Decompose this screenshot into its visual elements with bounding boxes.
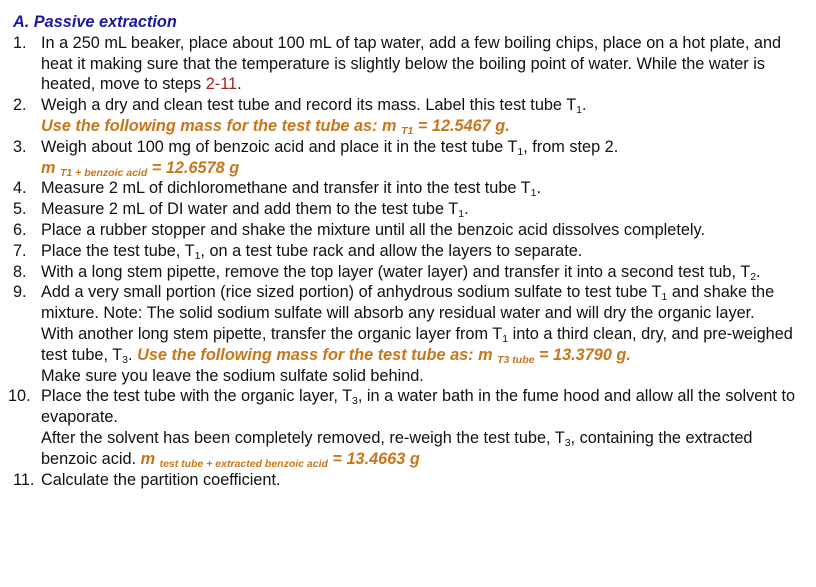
step-2: [13, 95, 813, 137]
step-number: 8.: [13, 262, 27, 281]
step-paragraph: [41, 428, 813, 470]
given-mass-note: [137, 346, 631, 364]
subscript: 1: [458, 208, 465, 221]
step-5: [13, 199, 813, 220]
note-value: = 13.4663 g: [327, 449, 420, 468]
step-text: .: [237, 75, 242, 94]
step-number: 10.: [8, 387, 31, 406]
step-number: 7.: [13, 241, 27, 260]
subscript: 3: [122, 353, 128, 366]
step-number: 3.: [13, 137, 27, 156]
step-reference: 2-11: [205, 75, 238, 94]
note-subscript: test tube + extracted benzoic acid: [159, 457, 328, 470]
subscript: 1: [576, 104, 583, 117]
note-subscript: T3 tube: [497, 353, 535, 366]
step-text: and shake the mixture. Note: The solid sodium sulfate will absorb any residual water and will dry the organic layer.: [41, 283, 775, 323]
step-number: 6.: [13, 220, 27, 239]
subscript: 1: [530, 187, 537, 200]
step-8: [13, 262, 813, 283]
step-9: [13, 282, 813, 386]
step-text: Weigh a dry and clean test tube and record its mass. Label this test tube T: [41, 96, 577, 115]
step-text: Place the test tube with the organic layer, T: [41, 387, 353, 406]
step-text: In a 250 mL beaker, place about 100 mL of tap water, add a few boiling chips, place on a hot plate, and heat it making sure that the temperature is slightly below the boiling point of water. While the water is heated, move to steps: [41, 33, 782, 94]
step-text: Calculate the partition coefficient.: [41, 470, 281, 489]
step-number: 9.: [13, 283, 27, 302]
note-text: m: [41, 158, 61, 177]
subscript: 3: [352, 395, 358, 408]
subscript: 1: [502, 332, 509, 345]
step-paragraph: Make sure you leave the sodium sulfate solid behind.: [41, 366, 424, 385]
step-text: , on a test tube rack and allow the layers to separate.: [200, 241, 583, 260]
step-1: [13, 33, 813, 95]
step-text: , from step 2.: [523, 137, 619, 156]
step-number: 5.: [13, 200, 27, 219]
step-10: [8, 386, 813, 470]
step-text: With a long stem pipette, remove the top layer (water layer) and transfer it into a second test tub, T: [41, 262, 751, 281]
step-number: 4.: [13, 179, 27, 198]
step-text: Measure 2 mL of dichloromethane and transfer it into the test tube T: [41, 179, 531, 198]
note-subscript: T1: [401, 124, 414, 137]
step-text: .: [464, 200, 469, 219]
note-text: Use the following mass for the test tube as: m: [41, 116, 402, 135]
subscript: 1: [517, 145, 524, 158]
step-text: .: [536, 179, 541, 198]
note-value: = 12.5467 g.: [413, 116, 510, 135]
step-number: 11.: [13, 470, 35, 489]
subscript: 3: [564, 436, 571, 449]
given-mass-note: [41, 116, 813, 137]
subscript: 1: [194, 249, 201, 262]
given-mass-note: [41, 158, 813, 179]
step-text: , in a water bath in the fume hood and allow all the solvent to evaporate.: [41, 387, 796, 427]
step-text: .: [756, 262, 761, 281]
steps-list: [8, 33, 813, 491]
step-text: Place the test tube, T: [41, 241, 195, 260]
step-text: Place a rubber stopper and shake the mixture until all the benzoic acid dissolves completely.: [41, 220, 705, 239]
note-value: = 13.3790 g.: [534, 345, 631, 364]
step-4: [13, 178, 813, 199]
note-text: m: [140, 449, 160, 468]
step-6: [13, 220, 813, 241]
note-text: Use the following mass for the test tube as: m: [137, 345, 498, 364]
step-paragraph: [41, 324, 813, 366]
step-7: [13, 241, 813, 262]
subscript: 1: [661, 291, 668, 304]
step-text: Add a very small portion (rice sized portion) of anhydrous sodium sulfate to test tube T: [41, 283, 662, 302]
section-heading: A. Passive extraction: [13, 13, 177, 31]
step-number: 2.: [13, 96, 27, 115]
step-text: , containing the extracted benzoic acid.: [41, 428, 753, 468]
step-text: .: [582, 96, 587, 115]
step-3: [13, 137, 813, 179]
note-value: = 12.6578 g: [147, 158, 240, 177]
step-text: Measure 2 mL of DI water and add them to the test tube T: [41, 200, 459, 219]
step-text: With another long stem pipette, transfer the organic layer from T: [41, 324, 503, 343]
step-text: After the solvent has been completely removed, re-weigh the test tube, T: [41, 428, 565, 447]
note-subscript: T1 + benzoic acid: [60, 166, 148, 179]
step-text: .: [128, 345, 138, 364]
step-number: 1.: [13, 33, 27, 52]
subscript: 2: [750, 270, 757, 283]
given-mass-note: [141, 450, 420, 468]
step-text: into a third clean, dry, and pre-weighed test tube, T: [41, 324, 793, 364]
step-text: Weigh about 100 mg of benzoic acid and place it in the test tube T: [41, 137, 518, 156]
step-11: [13, 470, 813, 491]
